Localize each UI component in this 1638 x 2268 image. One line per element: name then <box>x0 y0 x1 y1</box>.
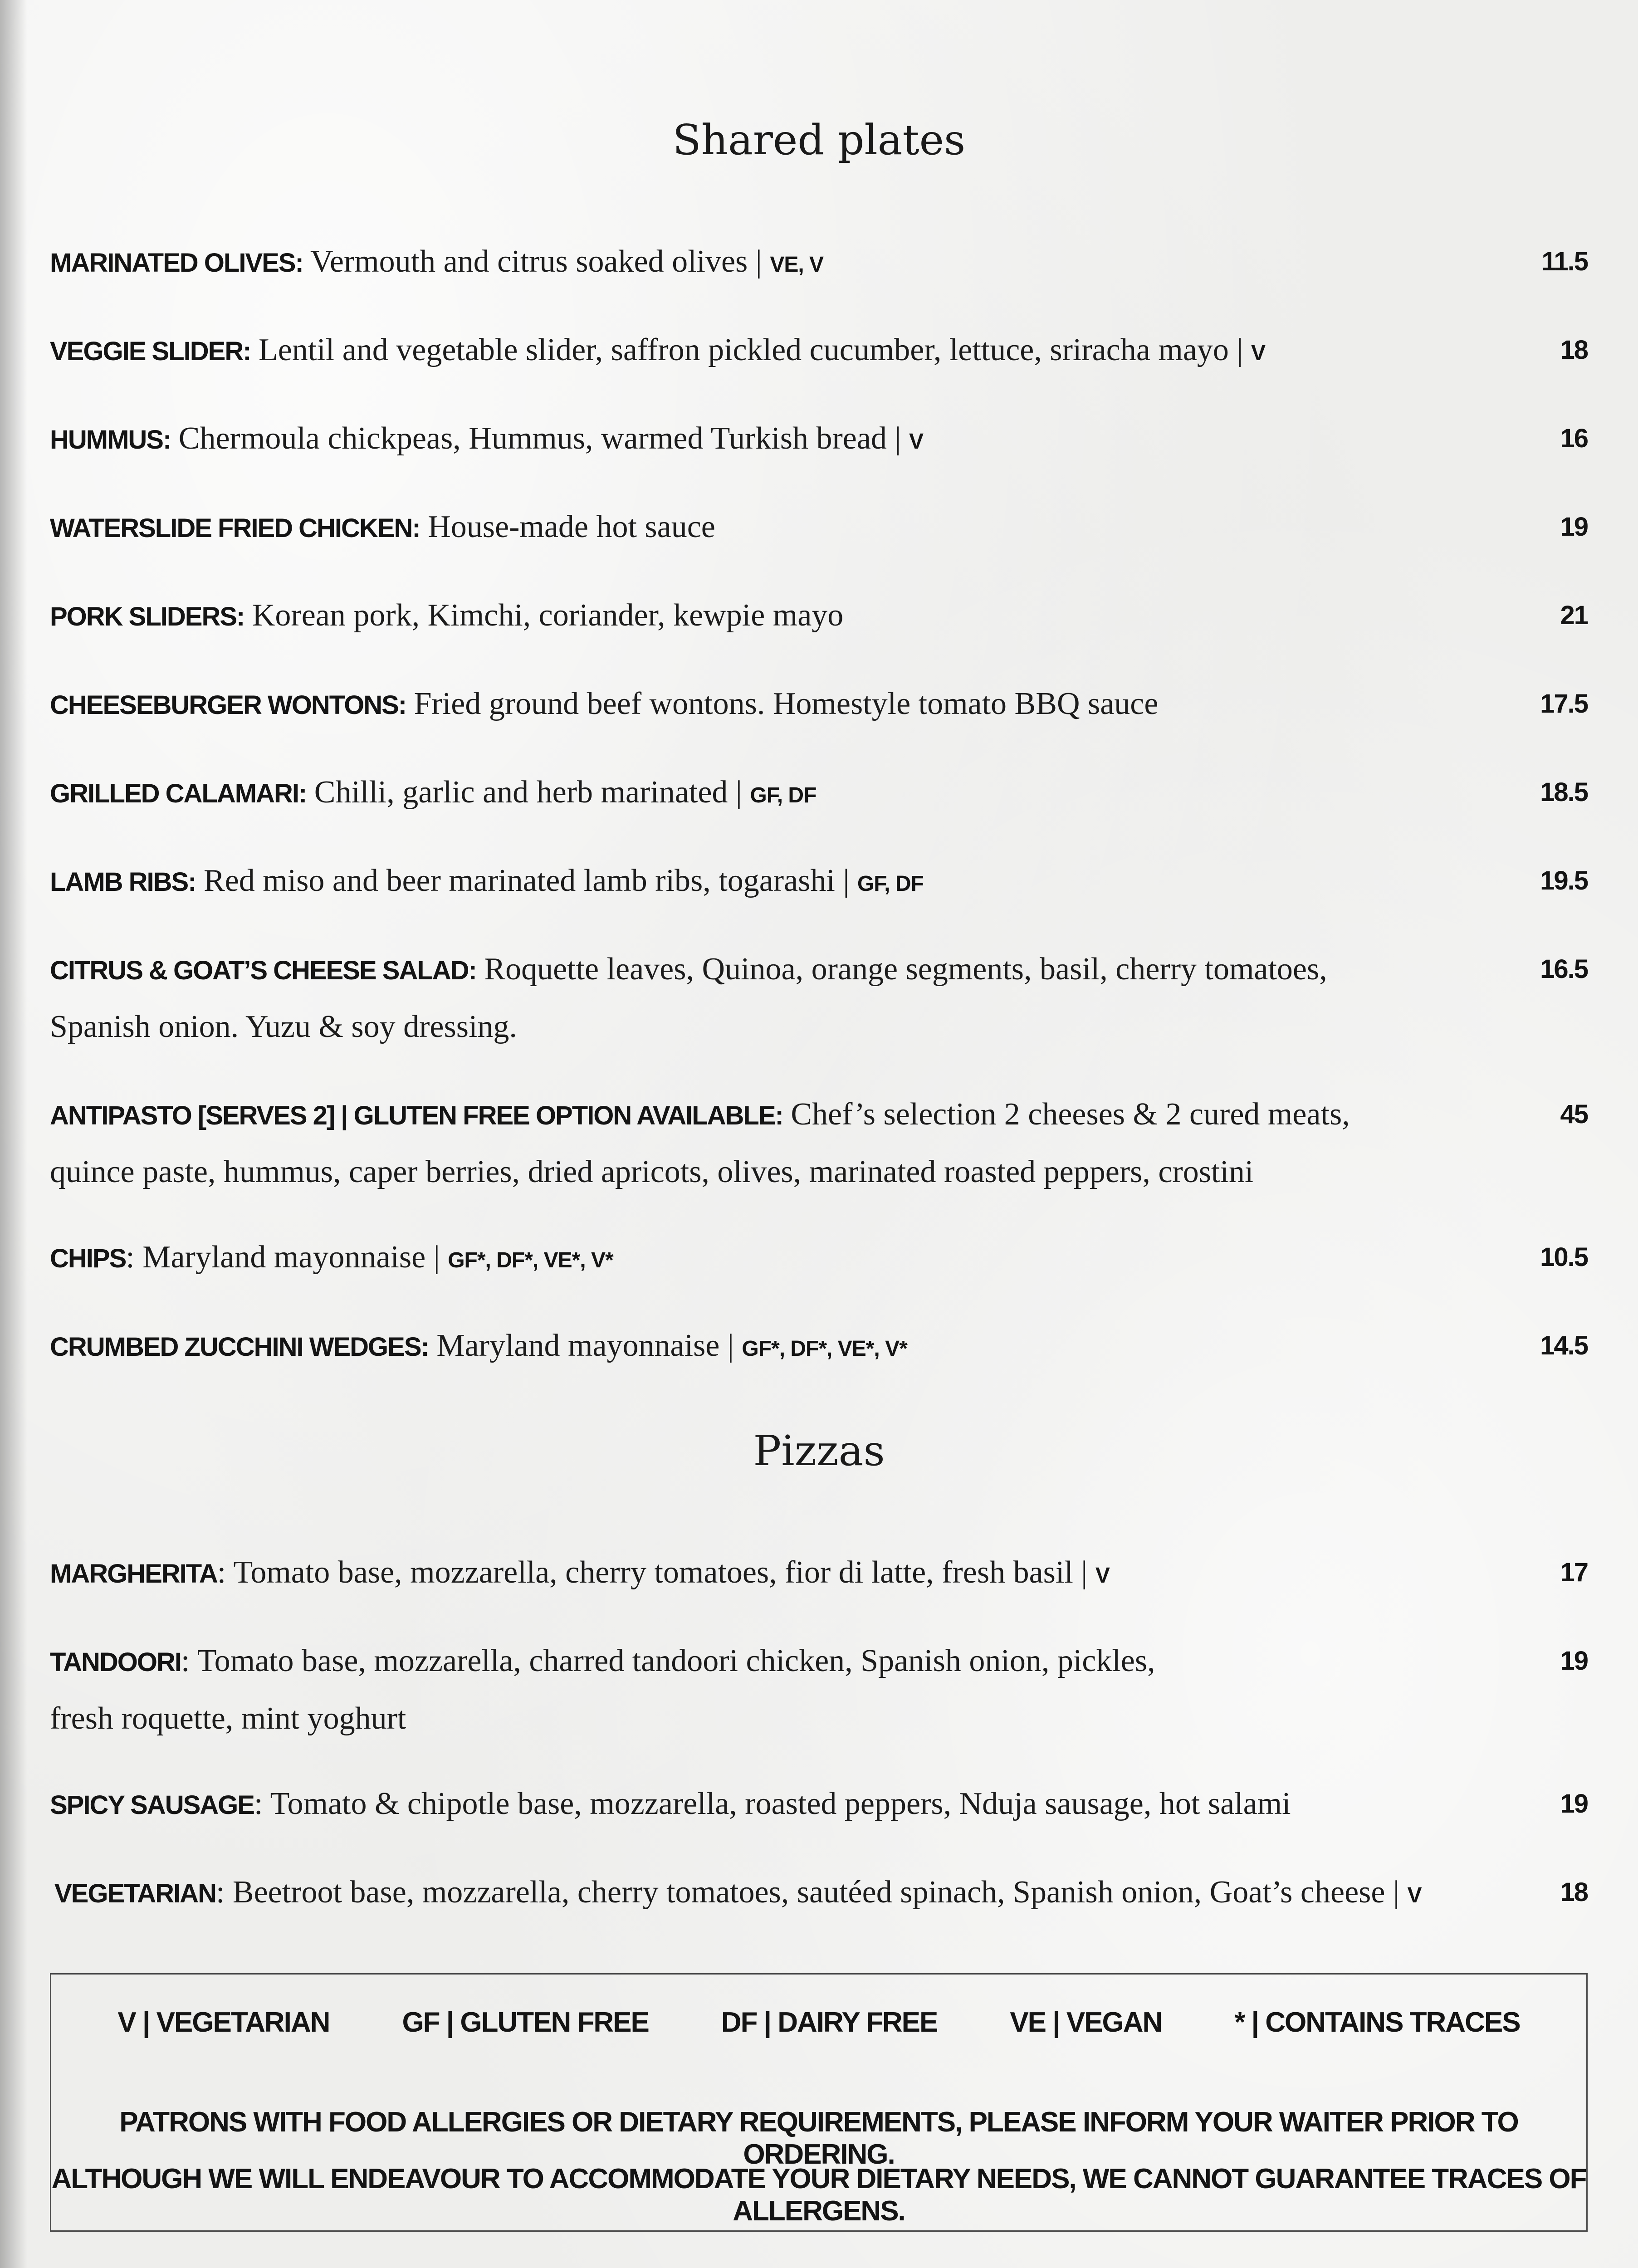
pizzas-heading: Pizzas <box>753 1427 885 1475</box>
menu-item-grilled-calamari <box>50 764 1588 824</box>
item-price: 19 <box>1560 1646 1588 1676</box>
item-description-continued: quince paste, hummus, caper berries, dried apricots, olives, marinated roasted peppers, crostini <box>50 1154 1254 1189</box>
dietary-tags: V <box>1251 341 1265 365</box>
item-name: CHEESEBURGER WONTONS: <box>50 690 406 720</box>
menu-item-margherita <box>50 1545 1588 1604</box>
item-description: Maryland mayonnaise | <box>428 1328 742 1363</box>
item-description: : Tomato & chipotle base, mozzarella, roasted peppers, Nduja sausage, hot salami <box>254 1786 1291 1821</box>
item-name: WATERSLIDE FRIED CHICKEN: <box>50 513 420 543</box>
dietary-tags: GF*, DF*, VE*, V* <box>742 1337 907 1361</box>
legend-vegetarian: V | VEGETARIAN <box>117 2007 330 2038</box>
item-description: : Maryland mayonnaise | <box>126 1240 448 1275</box>
item-description: Roquette leaves, Quinoa, orange segments, basil, cherry tomatoes, <box>476 952 1327 987</box>
menu-item-tandoori <box>50 1633 1588 1747</box>
item-name: VEGETARIAN <box>54 1879 216 1908</box>
menu-item-citrus-goats-cheese-salad <box>50 941 1588 1055</box>
legend-gluten-free: GF | GLUTEN FREE <box>402 2007 649 2038</box>
item-name: ANTIPASTO [SERVES 2] | GLUTEN FREE OPTION AVAILABLE: <box>50 1101 783 1130</box>
item-name: CRUMBED ZUCCHINI WEDGES: <box>50 1332 429 1362</box>
menu-item-lamb-ribs <box>50 853 1588 912</box>
dietary-tags: V <box>1407 1883 1422 1907</box>
item-price: 14.5 <box>1540 1331 1588 1360</box>
item-description-continued: Spanish onion. Yuzu & soy dressing. <box>50 1009 517 1044</box>
item-name: SPICY SAUSAGE <box>50 1790 254 1820</box>
dietary-tags: VE, V <box>770 253 824 277</box>
item-description: Lentil and vegetable slider, saffron pickled cucumber, lettuce, sriracha mayo | <box>250 332 1251 367</box>
item-name: GRILLED CALAMARI: <box>50 779 307 808</box>
menu-item-veggie-slider <box>50 322 1588 381</box>
dietary-legend <box>51 2006 1586 2038</box>
legend-contains-traces: * | CONTAINS TRACES <box>1234 2007 1520 2038</box>
menu-item-marinated-olives <box>50 234 1588 293</box>
item-description: : Tomato base, mozzarella, charred tandoori chicken, Spanish onion, pickles, <box>181 1643 1155 1678</box>
dietary-tags: V <box>909 430 923 454</box>
menu-item-vegetarian <box>54 1864 1588 1924</box>
item-price: 10.5 <box>1540 1242 1588 1272</box>
item-description: House-made hot sauce <box>420 509 715 544</box>
item-name: MARINATED OLIVES: <box>50 248 303 278</box>
item-price: 18 <box>1560 335 1588 365</box>
item-name: LAMB RIBS: <box>50 867 196 897</box>
dietary-tags: GF, DF <box>857 872 924 896</box>
dietary-tags: GF*, DF*, VE*, V* <box>448 1248 613 1272</box>
menu-item-antipasto <box>50 1086 1588 1200</box>
legend-vegan: VE | VEGAN <box>1010 2007 1162 2038</box>
item-name: HUMMUS: <box>50 425 171 455</box>
item-name: VEGGIE SLIDER: <box>50 337 251 366</box>
item-price: 21 <box>1560 601 1588 630</box>
item-price: 17.5 <box>1540 689 1588 719</box>
item-name: MARGHERITA <box>50 1559 217 1589</box>
item-name: CITRUS & GOAT’S CHEESE SALAD: <box>50 956 476 985</box>
item-description: Chermoula chickpeas, Hummus, warmed Turkish bread | <box>171 421 909 456</box>
menu-item-crumbed-zucchini-wedges <box>50 1318 1588 1377</box>
item-name: TANDOORI <box>50 1647 181 1677</box>
item-price: 16 <box>1560 424 1588 453</box>
page-edge-shadow <box>0 0 27 2268</box>
shared-plates-heading: Shared plates <box>672 116 966 164</box>
item-description: Vermouth and citrus soaked olives | <box>303 244 770 279</box>
item-price: 11.5 <box>1541 247 1588 276</box>
item-price: 19.5 <box>1540 866 1588 895</box>
item-price: 45 <box>1560 1100 1588 1129</box>
dietary-legend-box <box>50 1973 1588 2232</box>
legend-dairy-free: DF | DAIRY FREE <box>721 2007 938 2038</box>
item-price: 17 <box>1560 1558 1588 1587</box>
dietary-tags: V <box>1095 1564 1110 1588</box>
item-description-continued: fresh roquette, mint yoghurt <box>50 1701 406 1736</box>
allergy-note: PATRONS WITH FOOD ALLERGIES OR DIETARY REQUIREMENTS, PLEASE INFORM YOUR WAITER PRIOR TO ORDERING. <box>119 2107 1518 2170</box>
menu-item-waterslide-fried-chicken <box>50 499 1588 557</box>
item-description: Fried ground beef wontons. Homestyle tomato BBQ sauce <box>406 686 1159 721</box>
item-price: 18 <box>1560 1877 1588 1907</box>
item-description: Chilli, garlic and herb marinated | <box>306 775 750 810</box>
item-price: 19 <box>1560 512 1588 542</box>
item-description: : Tomato base, mozzarella, cherry tomatoes, fior di latte, fresh basil | <box>217 1555 1095 1590</box>
dietary-tags: GF, DF <box>750 783 817 807</box>
item-name: CHIPS <box>50 1244 126 1273</box>
item-price: 19 <box>1560 1789 1588 1818</box>
menu-item-chips <box>50 1229 1588 1289</box>
item-description: : Beetroot base, mozzarella, cherry tomatoes, sautéed spinach, Spanish onion, Goat’s cheese | <box>215 1875 1408 1910</box>
item-price: 18.5 <box>1540 777 1588 807</box>
item-name: PORK SLIDERS: <box>50 602 244 631</box>
item-description: Chef’s selection 2 cheeses & 2 cured meats, <box>782 1097 1350 1132</box>
allergen-disclaimer: ALTHOUGH WE WILL ENDEAVOUR TO ACCOMMODATE YOUR DIETARY NEEDS, WE CANNOT GUARANTEE TRACES OF ALLERGENS. <box>51 2163 1586 2227</box>
item-price: 16.5 <box>1540 954 1588 984</box>
item-description: Korean pork, Kimchi, coriander, kewpie mayo <box>244 598 844 633</box>
menu-item-pork-sliders <box>50 587 1588 645</box>
menu-item-hummus <box>50 411 1588 470</box>
item-description: Red miso and beer marinated lamb ribs, togarashi | <box>196 863 857 898</box>
menu-item-spicy-sausage <box>50 1776 1588 1833</box>
menu-item-cheeseburger-wontons <box>50 676 1588 733</box>
